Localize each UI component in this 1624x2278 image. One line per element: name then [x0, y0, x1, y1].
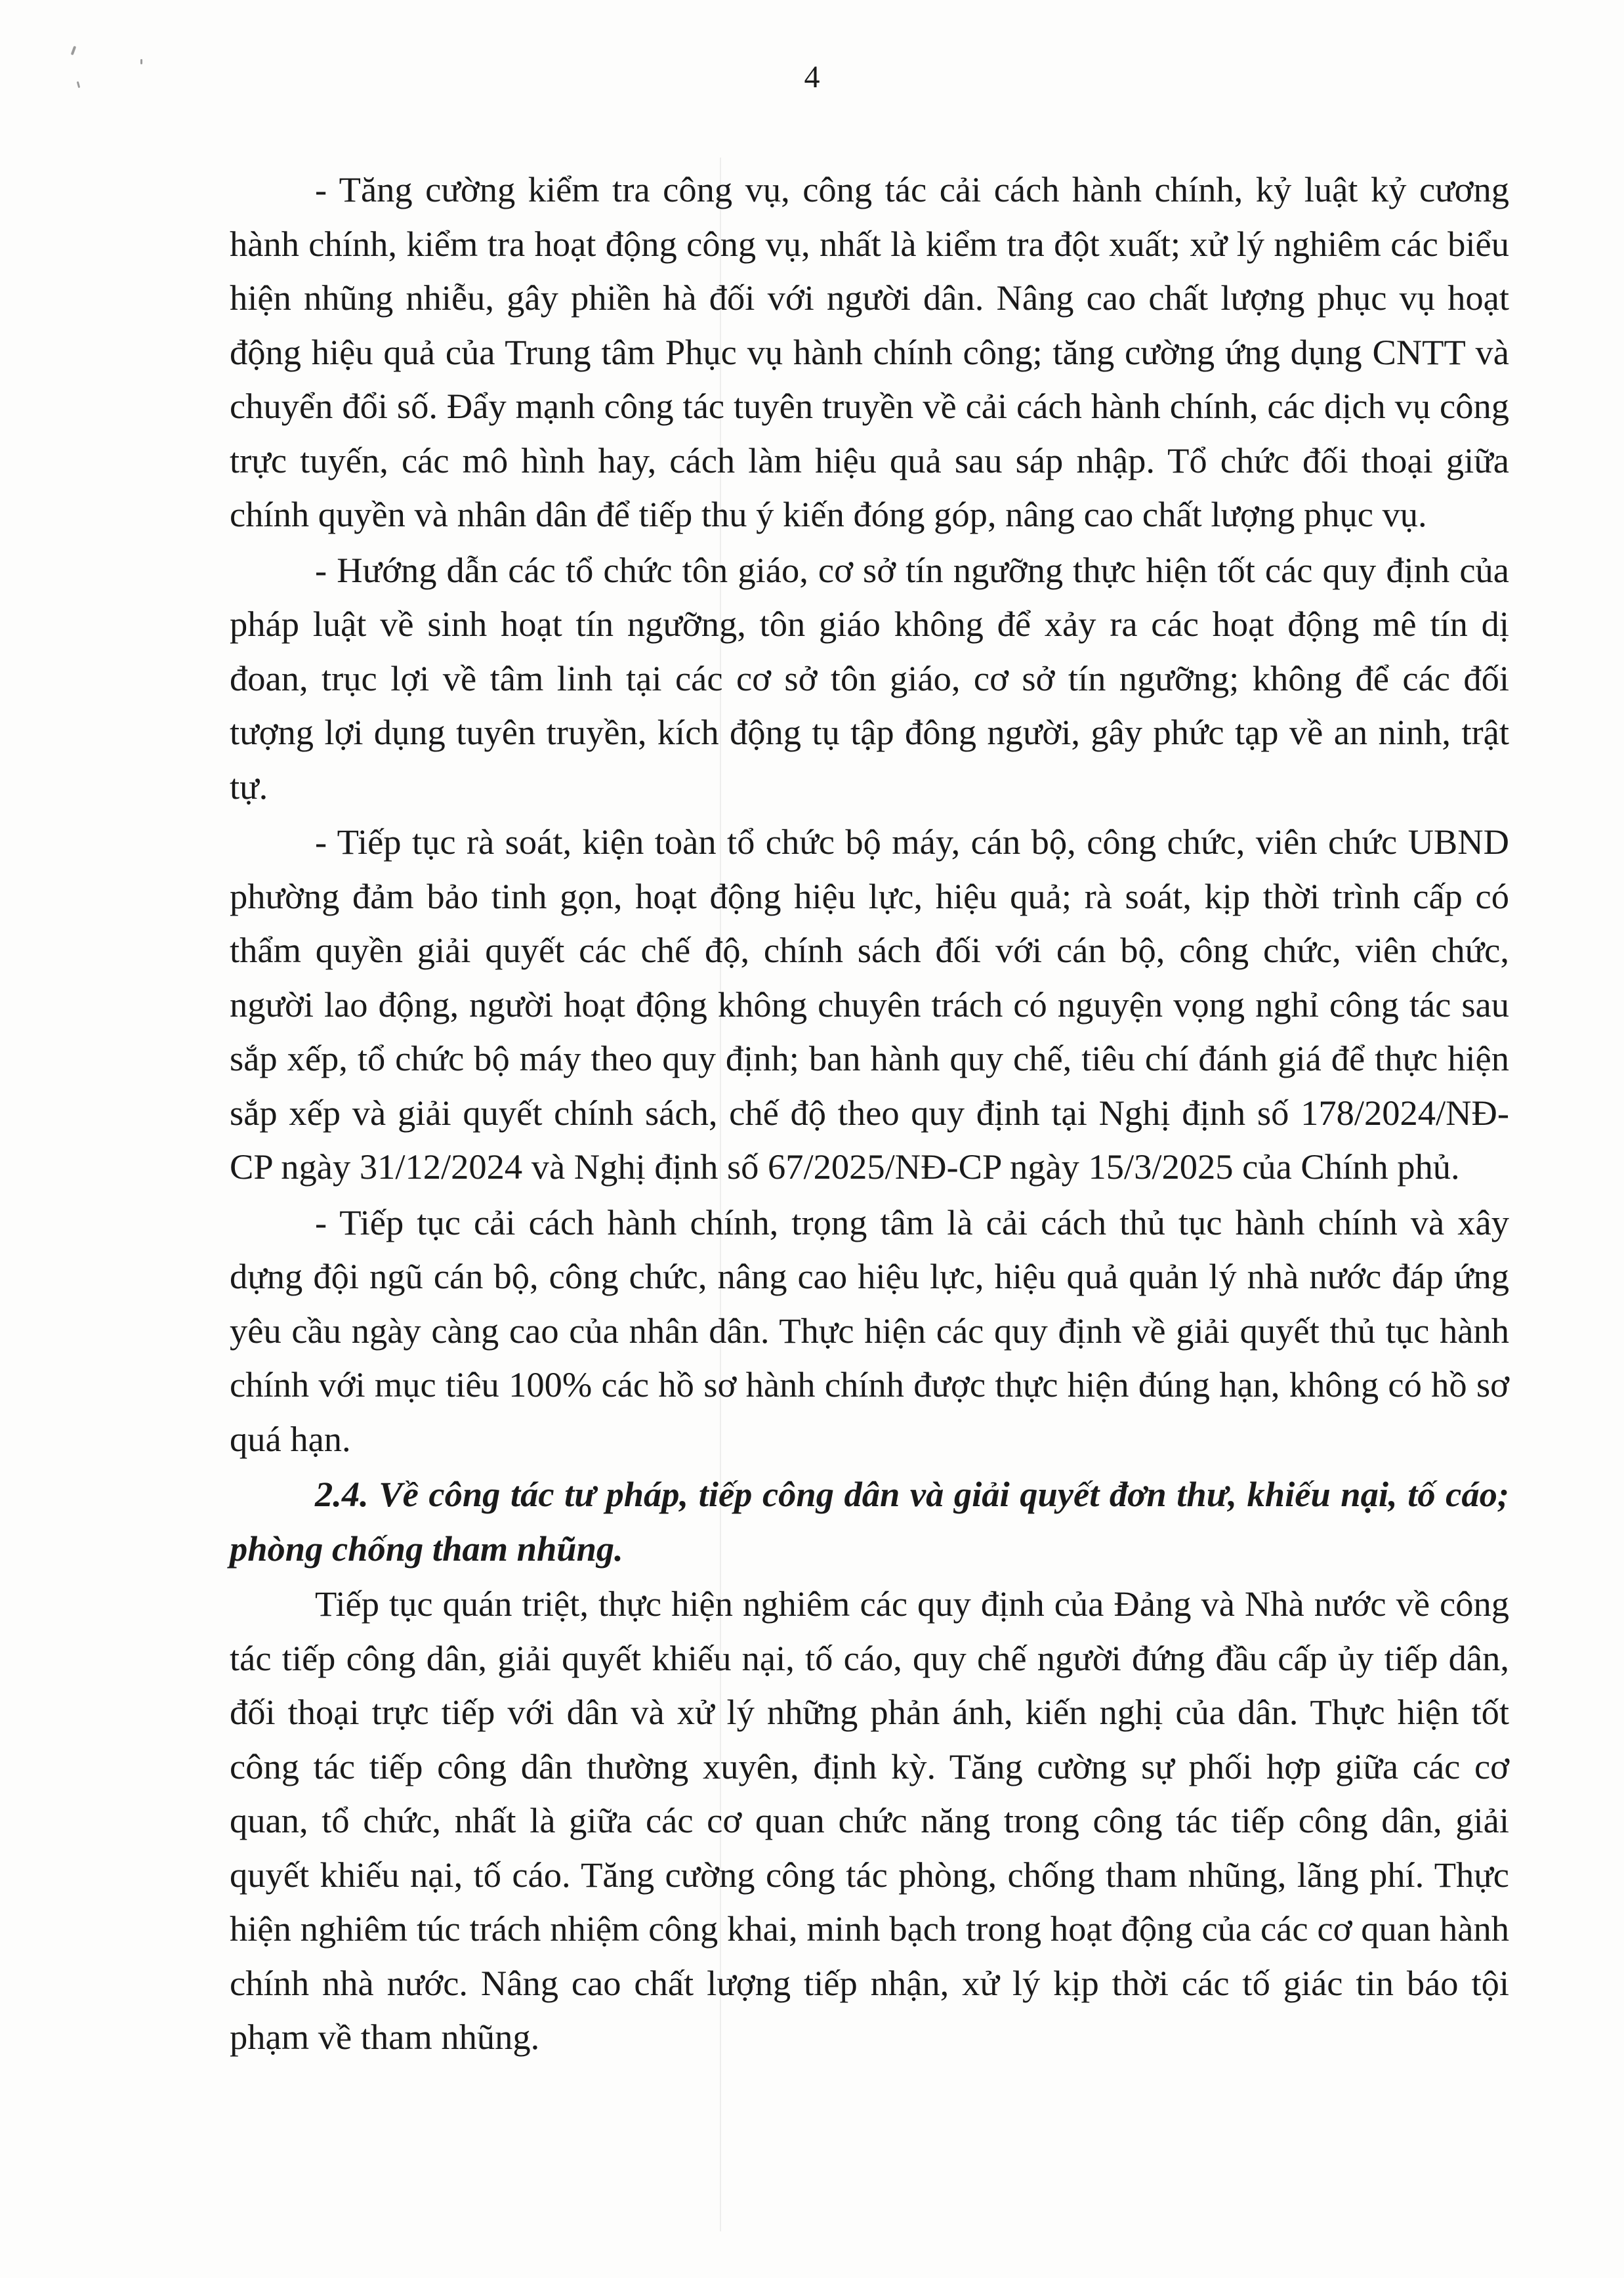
- page-number: 4: [804, 60, 820, 95]
- document-body: [230, 163, 1509, 2066]
- paragraph-administrative-reform: - Tiếp tục cải cách hành chính, trọng tâm là cải cách thủ tục hành chính và xây dựng đội ngũ cán bộ, công chức, nâng cao hiệu lực, hiệu quả quản lý nhà nước đáp ứng yêu cầu ngày càng cao của nhân dân. Thực hiện các quy định về giải quyết thủ tục hành chính với mục tiêu 100% các hồ sơ hành chính được thực hiện đúng hạn, không có hồ sơ quá hạn.: [230, 1202, 1509, 1459]
- paragraph-religion-guidance: - Hướng dẫn các tổ chức tôn giáo, cơ sở tín ngưỡng thực hiện tốt các quy định của pháp luật về sinh hoạt tín ngưỡng, tôn giáo không để xảy ra các hoạt động mê tín dị đoan, trục lợi về tâm linh tại các cơ sở tôn giáo, cơ sở tín ngưỡng; không để các đối tượng lợi dụng tuyên truyền, kích động tụ tập đông người, gây phức tạp về an ninh, trật tự.: [230, 549, 1509, 807]
- paragraph-admin-inspection: - Tăng cường kiểm tra công vụ, công tác cải cách hành chính, kỷ luật kỷ cương hành chính, kiểm tra hoạt động công vụ, nhất là kiểm tra đột xuất; xử lý nghiêm các biểu hiện nhũng nhiễu, gây phiền hà đối với người dân. Nâng cao chất lượng phục vụ hoạt động hiệu quả của Trung tâm Phục vụ hành chính công; tăng cường ứng dụng CNTT và chuyển đổi số. Đẩy mạnh công tác tuyên truyền về cải cách hành chính, các dịch vụ công trực tuyến, các mô hình hay, cách làm hiệu quả sau sáp nhập. Tổ chức đối thoại giữa chính quyền và nhân dân để tiếp thu ý kiến đóng góp, nâng cao chất lượng phục vụ.: [230, 169, 1509, 534]
- scan-speck: [71, 46, 77, 56]
- paragraph-citizen-reception: Tiếp tục quán triệt, thực hiện nghiêm các quy định của Đảng và Nhà nước về công tác tiếp công dân, giải quyết khiếu nại, tố cáo, quy chế người đứng đầu cấp ủy tiếp dân, đối thoại trực tiếp với dân và xử lý những phản ánh, kiến nghị của dân. Thực hiện tốt công tác tiếp công dân thường xuyên, định kỳ. Tăng cường sự phối hợp giữa các cơ quan, tổ chức, nhất là giữa các cơ quan chức năng trong công tác tiếp công dân, giải quyết khiếu nại, tố cáo. Tăng cường công tác phòng, chống tham nhũng, lãng phí. Thực hiện nghiêm túc trách nhiệm công khai, minh bạch trong hoạt động của các cơ quan hành chính nhà nước. Nâng cao chất lượng tiếp nhận, xử lý kịp thời các tố giác tin báo tội phạm về tham nhũng.: [230, 1584, 1509, 2057]
- section-heading-2-4: 2.4. Về công tác tư pháp, tiếp công dân và giải quyết đơn thư, khiếu nại, tố cáo; phòng chống tham nhũng.: [230, 1474, 1509, 1569]
- paragraph-organization-review: - Tiếp tục rà soát, kiện toàn tổ chức bộ máy, cán bộ, công chức, viên chức UBND phường đảm bảo tinh gọn, hoạt động hiệu lực, hiệu quả; rà soát, kịp thời trình cấp có thẩm quyền giải quyết các chế độ, chính sách đối với cán bộ, công chức, viên chức, người lao động, người hoạt động không chuyên trách có nguyện vọng nghỉ công tác sau sắp xếp, tổ chức bộ máy theo quy định; ban hành quy chế, tiêu chí đánh giá để thực hiện sắp xếp và giải quyết chính sách, chế độ theo quy định tại Nghị định số 178/2024/NĐ-CP ngày 31/12/2024 và Nghị định số 67/2025/NĐ-CP ngày 15/3/2025 của Chính phủ.: [230, 822, 1509, 1187]
